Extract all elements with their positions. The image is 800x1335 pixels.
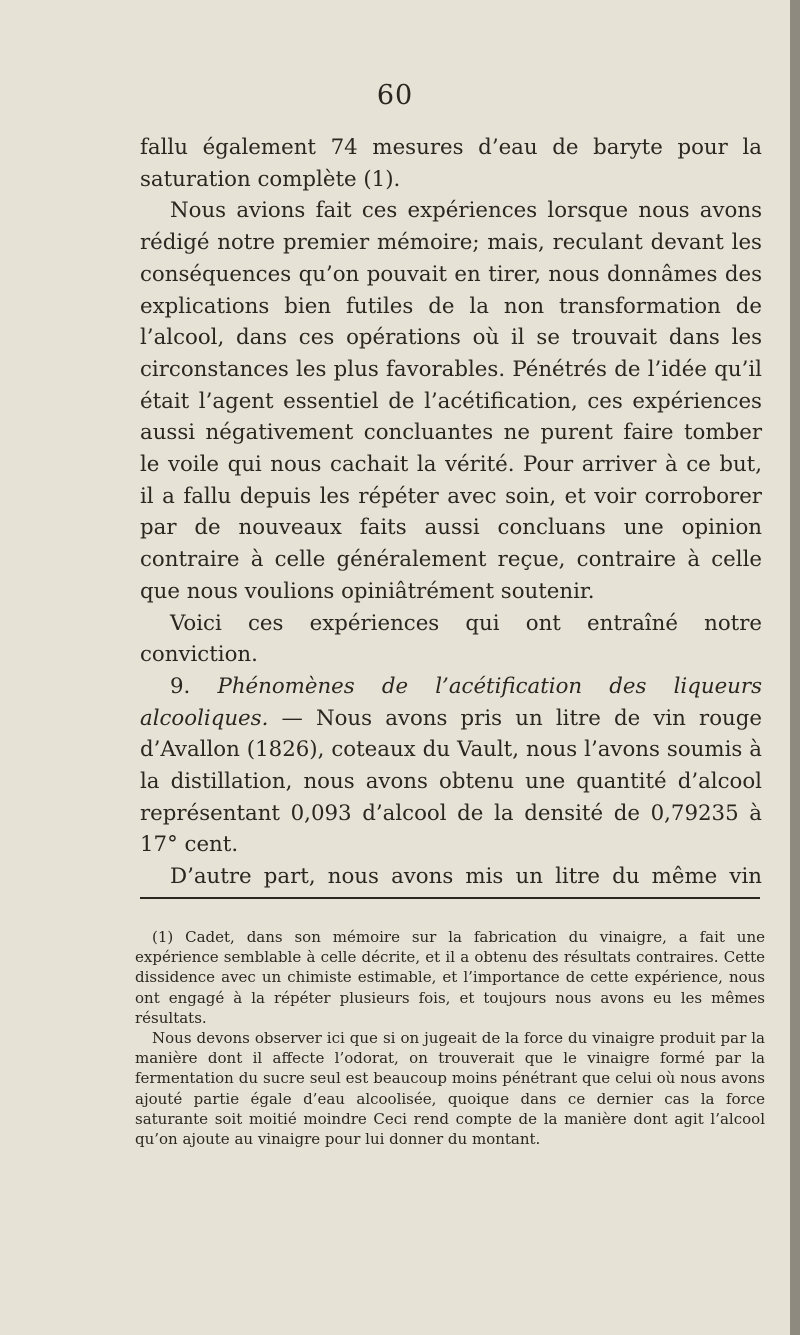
page-number: 60 [376, 80, 414, 111]
paragraph-autre-part: D’autre part, nous avons mis un litre du même vin [170, 864, 762, 890]
paragraph-section-9 [140, 671, 762, 861]
paragraph-continuation: fallu également 74 mesures d’eau de baryte pour la saturation complète (1). [140, 135, 762, 192]
section-number: 9. [170, 673, 191, 699]
body-text [140, 132, 762, 893]
paragraph-conviction: Voici ces expériences qui ont entraîné notre conviction. [140, 610, 762, 668]
footnotes [135, 927, 765, 1149]
footnote-1-continued: Nous devons observer ici que si on jugeait de la force du vinaigre produit par la manière dont il affecte l’odorat, on trouverait que le vinaigre formé par la fermentation du sucre seul est beaucoup moins pénétrant que celui où nous avons ajouté partie égale d’eau alcoolisée, quoique dans ce dernier cas la force saturante soit moitié moindre Ceci rend compte de la manière dont agit l’alcool qu’on ajoute au vinaigre pour lui donner du montant. [135, 1029, 765, 1149]
section-text: — Nous avons pris un litre de vin rouge d’Avallon (1826), coteaux du Vault, nous l’avons soumis à la distillation, nous avons obtenu une quantité d’alcool représentant 0,093 d’alcool de la densité de 0,79235 à 17° cent. [140, 705, 762, 858]
section-title: Phénomènes de l’acétification des liqueurs alcooliques. [140, 673, 763, 731]
footnote-1: (1) Cadet, dans son mémoire sur la fabrication du vinaigre, a fait une expérience semblable à celle décrite, et il a obtenu des résultats contraires. Cette dissidence avec un chimiste estimable, et l’importance de cette expérience, nous ont engagé à la répéter plusieurs fois, et toujours nous avons eu les mêmes résultats. [135, 928, 765, 1027]
paragraph-experiments: Nous avions fait ces expériences lorsque nous avons rédigé notre premier mémoire; mais, reculant devant les conséquences qu’on pouvait en tirer, nous donnâmes des explications bien futiles de la non transformation de l’alcool, dans ces opérations où il se trouvait dans les circonstances les plus favorables. Pénétrés de l’idée qu’il était l’agent essentiel de l’acétification, ces expériences aussi négativement concluantes ne purent faire tomber le voile qui nous cachait la vérité. Pour arriver à ce but, il a fallu depuis les répéter avec soin, et voir corroborer par de nouveaux faits aussi concluans une opinion contraire à celle généralement reçue, contraire à celle que nous voulions opiniâtrément soutenir. [140, 198, 762, 604]
footnote-divider [140, 897, 760, 899]
